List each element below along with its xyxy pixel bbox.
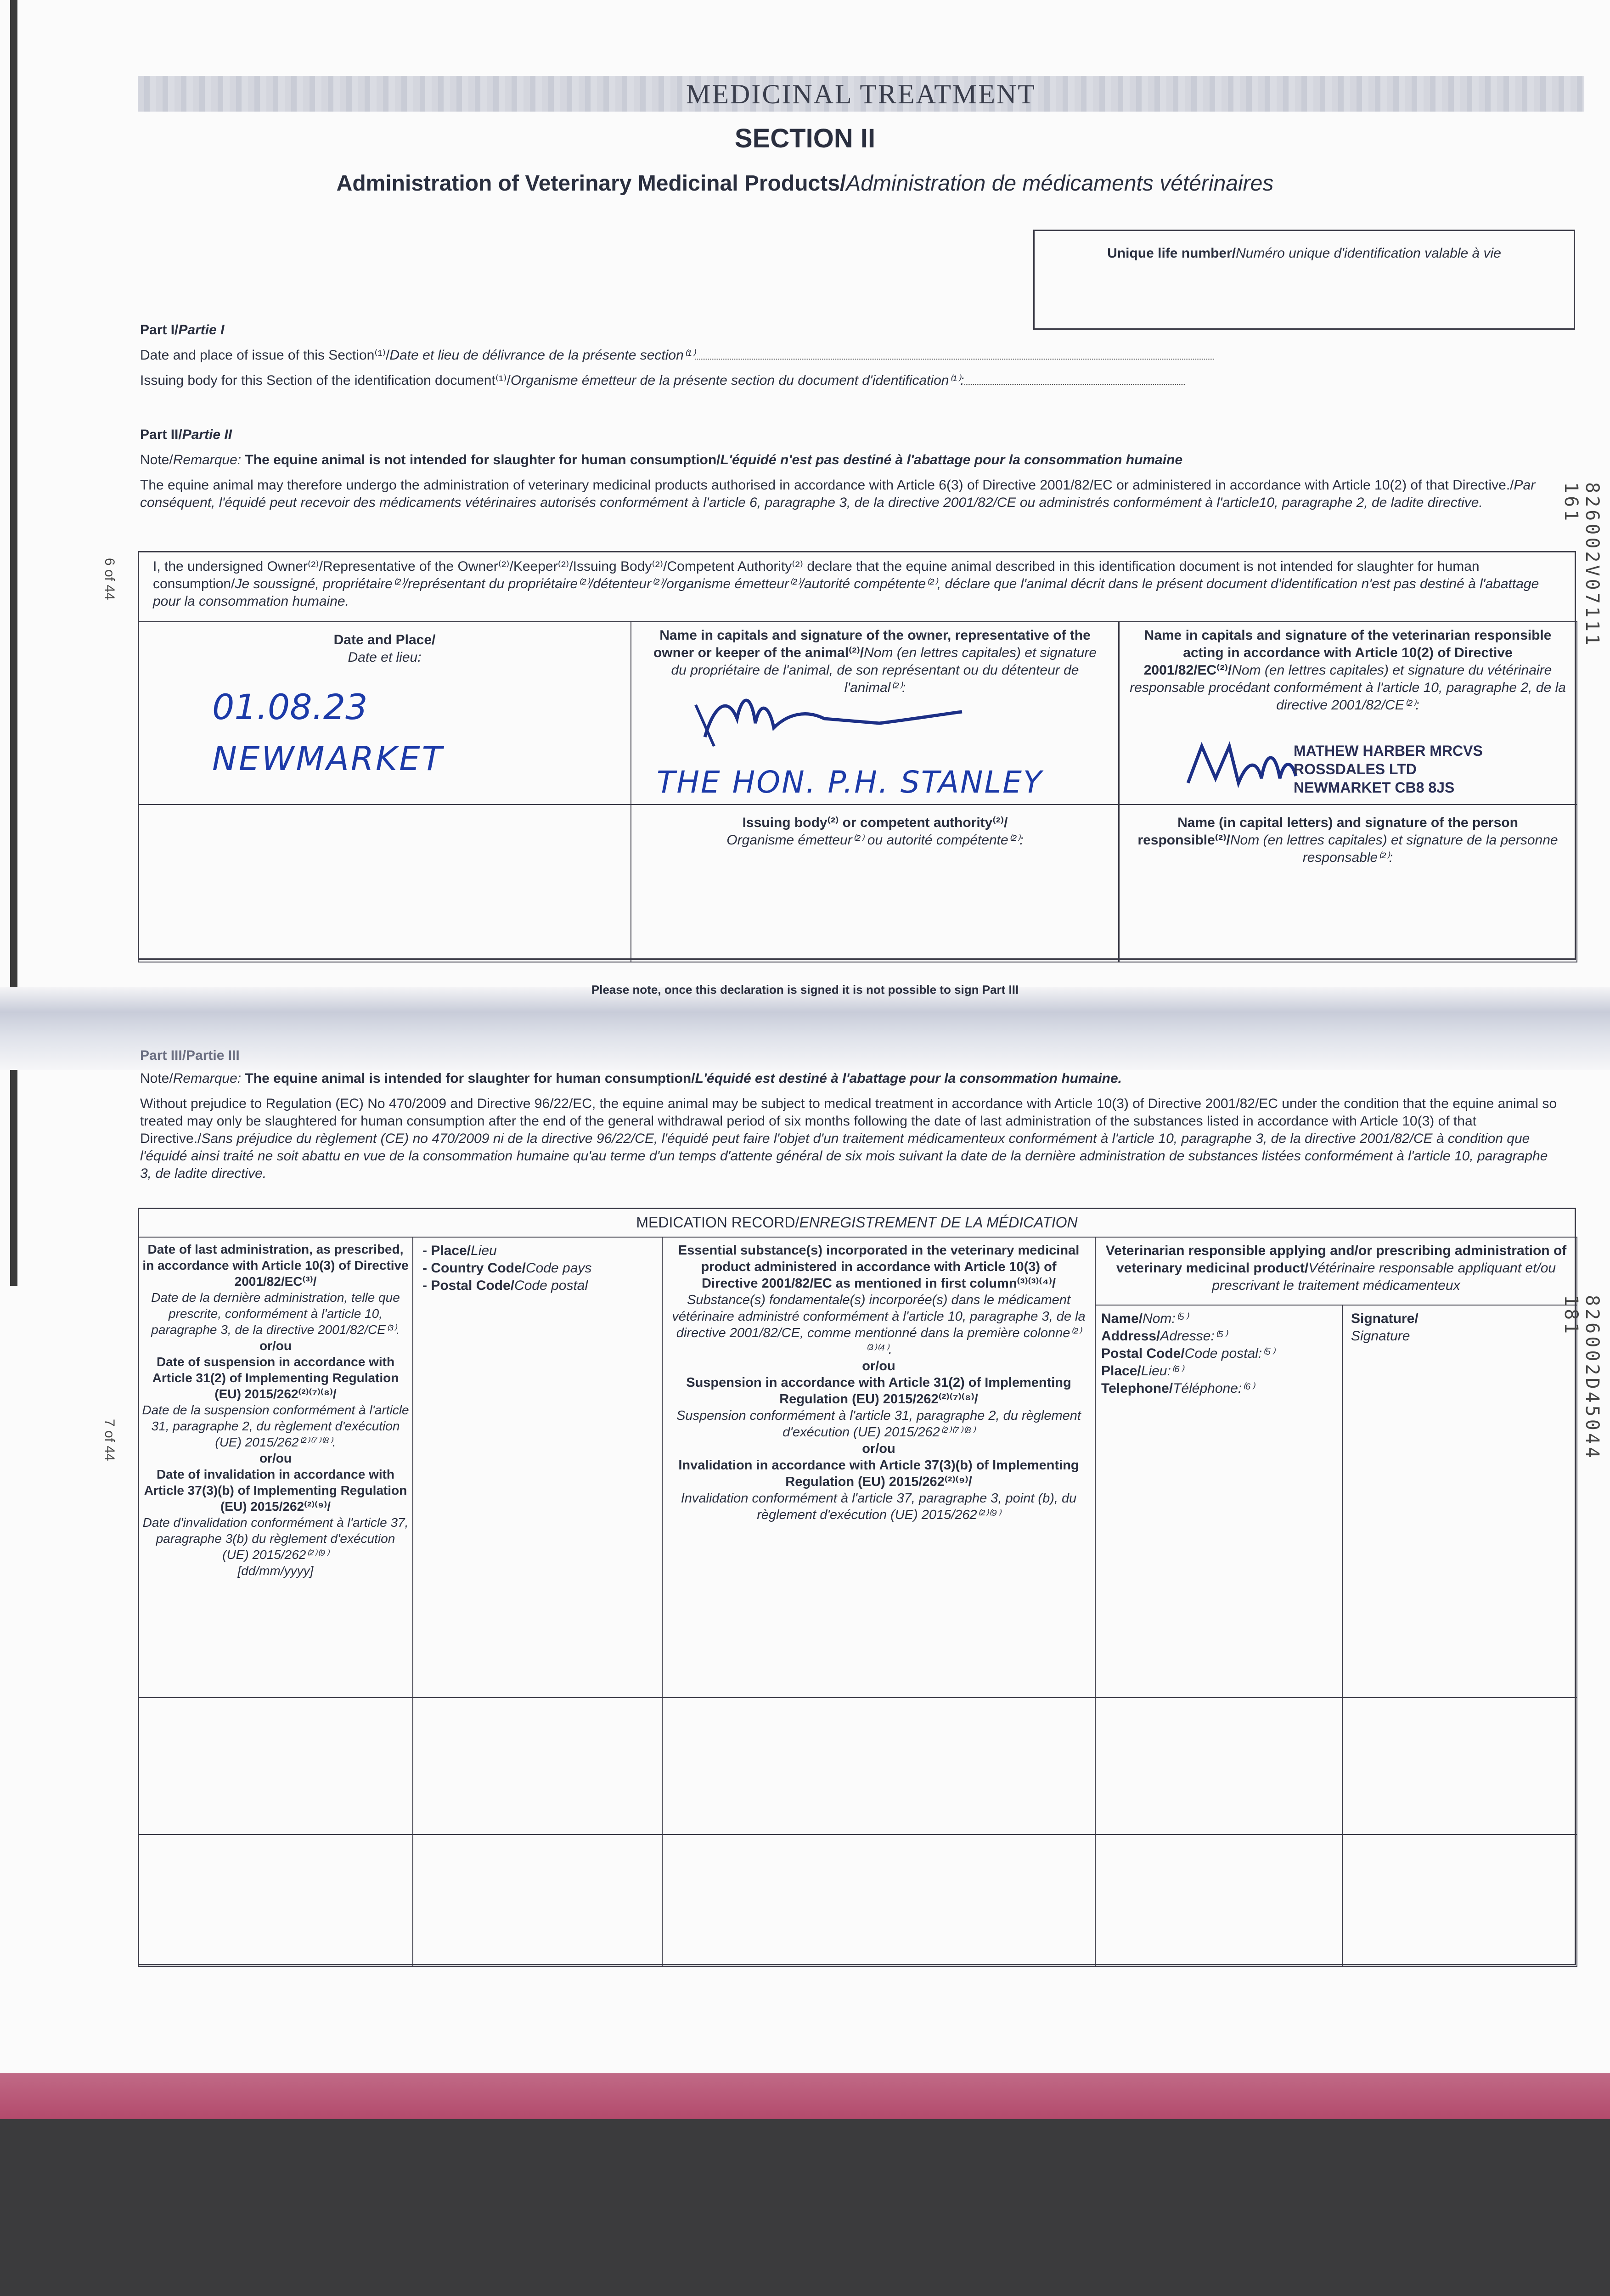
part2-note: Note/Remarque: The equine animal is not intended for slaughter for human consumption/L'équidé n'est pas destiné à l'abattage pour la consommation humaine bbox=[140, 452, 1183, 467]
part2-declaration-table bbox=[138, 551, 1576, 960]
part3-paragraph: Without prejudice to Regulation (EC) No 470/2009 and Directive 96/22/EC, the equine animal may be subject to medical treatment in accordance with Article 10(3) of Directive 2001/82/EC under the condition that the equine animal so treated may only be slaughtered for human consumption after the end of the general withdrawal period of six months following the date of last administration of the substances listed in accordance with Article 10(3) of that Directive./Sans préjudice du règlement (CE) no 470/2009 ni de la directive 96/22/CE, l'équidé peut faire l'objet d'un traitement médicamenteux conformément à l'article 10, paragraphe 3, de la directive 2001/82/CE à condition que l'équidé ainsi traité ne soit abattu en vue de la consommation humaine qu'au terme d'un temps d'attente général de six mois suivant la date de la dernière administration de substances listées conformément à l'article 10, paragraphe 3, de ladite directive. bbox=[140, 1096, 1557, 1181]
section-title: SECTION II bbox=[734, 124, 876, 153]
part3-note: Note/Remarque: The equine animal is intended for slaughter for human consumption/L'équidé est destiné à l'abattage pour la consommation humaine. bbox=[140, 1071, 1122, 1086]
cover-edge bbox=[0, 2073, 1610, 2119]
part1-date-place[interactable]: Date and place of issue of this Section⁽¹⁾/Date et lieu de délivrance de la présente section⁽¹⁾ bbox=[140, 347, 1329, 364]
part3-title: Part III/Partie III bbox=[140, 1048, 240, 1063]
part1-issuing-body[interactable]: Issuing body for this Section of the identification document⁽¹⁾/Organisme émetteur de la présente section du document d'identification⁽¹⁾: bbox=[140, 372, 1329, 389]
row1-signature[interactable] bbox=[1342, 1697, 1577, 1835]
page-subtitle: Administration of Veterinary Medicinal Products/Administration de médicaments vétérinaires bbox=[336, 171, 1274, 196]
handwritten-date: 01.08.23 bbox=[212, 687, 368, 727]
row2-signature[interactable] bbox=[1342, 1834, 1577, 1967]
responsible-person-cell[interactable]: Name (in capital letters) and signature of the person responsible⁽²⁾/Nom (en lettres capitales) et signature de la personne responsable⁽²⁾: bbox=[1118, 804, 1577, 962]
page-number-7: 7 of 44 bbox=[102, 1419, 117, 1461]
row1-date[interactable] bbox=[138, 1697, 413, 1835]
ulin-box[interactable] bbox=[1033, 230, 1575, 330]
col-substances-header: Essential substance(s) incorporated in the veterinary medicinal product administered in accordance with Article 10(3) of Directive 2001/82/EC as mentioned in first column⁽³⁾⁽³⁾⁽⁴⁾/ Substance(s) fondamentale(s) incorporée(s) dans le médicament vétérinaire administré conformément à l'article 10, paragraphe 3, de la directive 2001/82/CE, comme mentionné dans la première colonne⁽²⁾⁽³⁾⁽⁴⁾. or/ou Suspension in accordance with Article 31(2) of Implementing Regulation (EU) 2015/262⁽²⁾⁽⁷⁾⁽⁸⁾/ Suspension conformément à l'article 31, paragraphe 2, du règlement d'exécution (UE) 2015/262⁽²⁾⁽⁷⁾⁽⁸⁾ or/ou Invalidation in accordance with Article 37(3)(b) of Implementing Regulation (EU) 2015/262⁽²⁾⁽⁹⁾/ Invalidation conformément à l'article 37, paragraphe 3, point (b), du règlement d'exécution (UE) 2015/262⁽²⁾⁽⁹⁾ bbox=[662, 1237, 1096, 1698]
side-code-bottom: 826002D45044 181 bbox=[1560, 1295, 1603, 1461]
medication-record-table bbox=[138, 1208, 1576, 1965]
record-title: MEDICATION RECORD/ENREGISTREMENT DE LA MÉDICATION bbox=[636, 1214, 1078, 1231]
row1-vet[interactable] bbox=[1095, 1697, 1343, 1835]
banner bbox=[138, 76, 1584, 112]
handwritten-place: NEWMARKET bbox=[212, 739, 444, 778]
part1-title: Part I/Partie I bbox=[140, 322, 225, 338]
date-place-cell[interactable]: Date and Place/ Date et lieu: 01.08.23 NEWMARKET bbox=[138, 621, 631, 805]
col-signature: Signature/ Signature bbox=[1342, 1305, 1577, 1698]
page-number-6: 6 of 44 bbox=[102, 558, 117, 600]
banner-title: MEDICINAL TREATMENT bbox=[686, 79, 1036, 109]
row1-substance[interactable] bbox=[662, 1697, 1096, 1835]
vet-signature-cell[interactable]: Name in capitals and signature of the veterinarian responsible acting in accordance with Article 10(2) of Directive 2001/82/EC⁽²⁾/Nom (en lettres capitales) et signature du vétérinaire responsable procédant conformément à l'article 10, paragraphe 2, de la directive 2001/82/CE⁽²⁾: MATHEW HARBER MRCVS ROSSDALES LTD NEWMARKET CB8 8JS bbox=[1118, 621, 1577, 805]
row2-vet[interactable] bbox=[1095, 1834, 1343, 1967]
col-vet-header: Veterinarian responsible applying and/or prescribing administration of veterinary medicinal product/Vétérinaire responsable appliquant et/ou prescrivant le traitement médicamenteux bbox=[1095, 1237, 1577, 1306]
owner-signature bbox=[687, 677, 1008, 760]
please-note: Please note, once this declaration is signed it is not possible to sign Part III bbox=[591, 983, 1019, 996]
row1-place[interactable] bbox=[412, 1697, 663, 1835]
row2-place[interactable] bbox=[412, 1834, 663, 1967]
issuing-body-cell[interactable]: Issuing body⁽²⁾ or competent authority⁽²⁾/ Organisme émetteur⁽²⁾ ou autorité compétente⁽²⁾: bbox=[630, 804, 1120, 962]
blank-cell[interactable] bbox=[138, 804, 631, 962]
ulin-label: Unique life number/Numéro unique d'identification valable à vie bbox=[1107, 246, 1501, 261]
vet-signature bbox=[1183, 732, 1298, 797]
owner-name: THE HON. P.H. STANLEY bbox=[657, 765, 1043, 800]
page-fold bbox=[0, 987, 1610, 1070]
vet-stamp: MATHEW HARBER MRCVS ROSSDALES LTD NEWMARKET CB8 8JS bbox=[1294, 743, 1483, 796]
col-dates-header: Date of last administration, as prescribed, in accordance with Article 10(3) of Directive 2001/82/EC⁽³⁾/ Date de la dernière administration, telle que prescrite, conformément à l'article 10, paragraphe 3, de la directive 2001/82/CE⁽³⁾. or/ou Date of suspension in accordance with Article 31(2) of Implementing Regulation (EU) 2015/262⁽²⁾⁽⁷⁾⁽⁸⁾/ Date de la suspension conformément à l'article 31, paragraphe 2, du règlement d'exécution (UE) 2015/262⁽²⁾⁽⁷⁾⁽⁸⁾. or/ou Date of invalidation in accordance with Article 37(3)(b) of Implementing Regulation (EU) 2015/262⁽²⁾⁽⁹⁾/ Date d'invalidation conformément à l'article 37, paragraphe 3(b) du règlement d'exécution (UE) 2015/262⁽²⁾⁽⁹⁾ [dd/mm/yyyy] bbox=[138, 1237, 413, 1698]
declaration-text: I, the undersigned Owner⁽²⁾/Representative of the Owner⁽²⁾/Keeper⁽²⁾/Issuing Body⁽²⁾/Competent Authority⁽²⁾ declare that the equine animal described in this identification document is not intended for slaughter for human consumption/Je soussigné, propriétaire⁽²⁾/représentant du propriétaire⁽²⁾/détenteur⁽²⁾/organisme émetteur⁽²⁾/autorité compétente⁽²⁾, déclare que l'animal décrit dans le présent document d'identification n'est pas destiné à l'abattage pour la consommation humaine. bbox=[153, 559, 1539, 609]
row2-date[interactable] bbox=[138, 1834, 413, 1967]
row2-substance[interactable] bbox=[662, 1834, 1096, 1967]
part2-title: Part II/Partie II bbox=[140, 427, 232, 442]
col-vet-details: Name/Nom:⁽⁵⁾ Address/Adresse:⁽⁵⁾ Postal Code/Code postal:⁽⁵⁾ Place/Lieu:⁽⁶⁾ Telephone/Téléphone:⁽⁶⁾ bbox=[1095, 1305, 1343, 1698]
col-place-header: - Place/Lieu - Country Code/Code pays - Postal Code/Code postal bbox=[412, 1237, 663, 1698]
part2-paragraph: The equine animal may therefore undergo the administration of veterinary medicinal products authorised in accordance with Article 6(3) of Directive 2001/82/EC or administered in accordance with Article 10(2) of that Directive./Par conséquent, l'équidé peut recevoir des médicaments vétérinaires autorisés conformément à l'article 6, paragraphe 3, de la directive 2001/82/CE ou administrés conformément à l'article10, paragraphe 2, de ladite directive. bbox=[140, 478, 1536, 510]
side-code-top: 826002V07111 161 bbox=[1560, 482, 1603, 648]
scanner-bed bbox=[0, 2119, 1610, 2296]
owner-signature-cell[interactable]: Name in capitals and signature of the owner, representative of the owner or keeper of the animal⁽²⁾/Nom (en lettres capitales) et signature du propriétaire de l'animal, de son représentant ou du détenteur de l'animal⁽²⁾: THE HON. P.H. STANLEY bbox=[630, 621, 1120, 805]
